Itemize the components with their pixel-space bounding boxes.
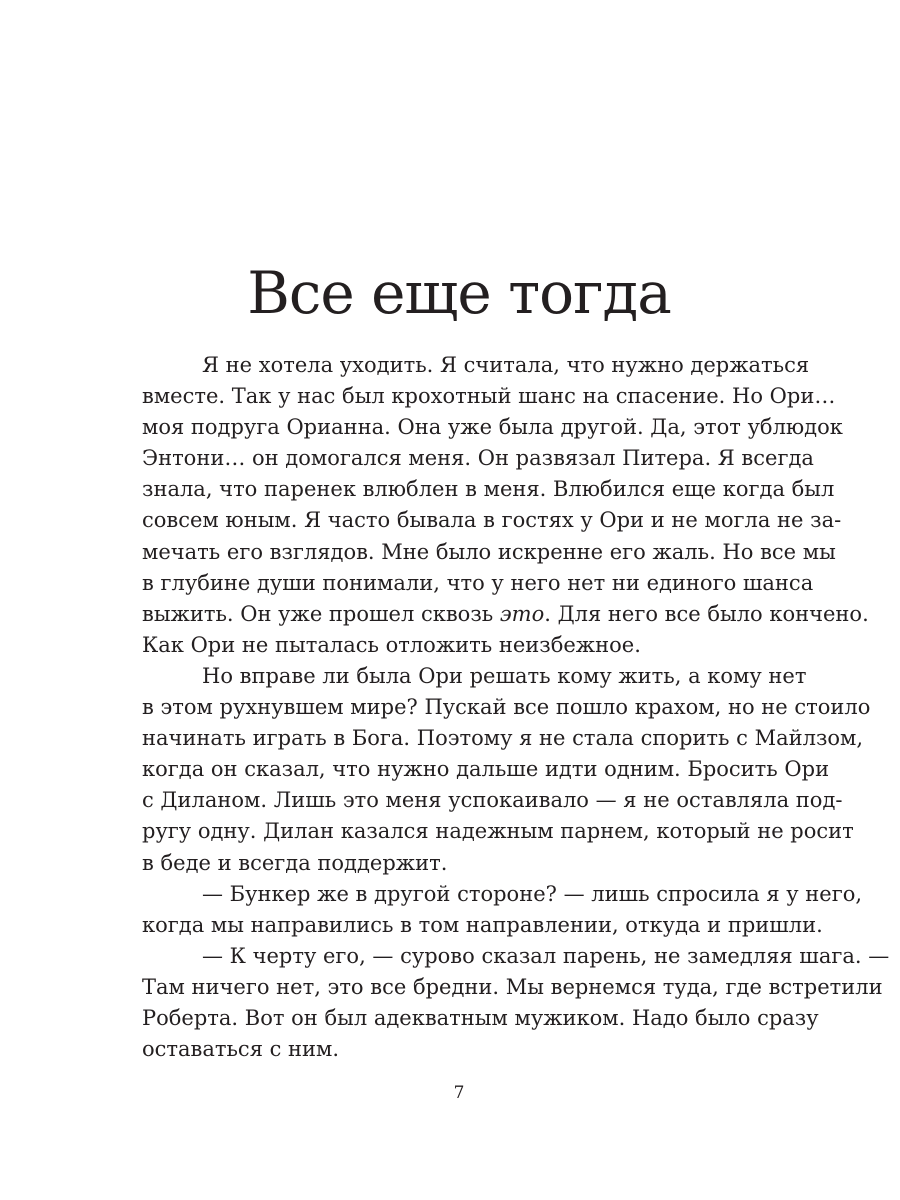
text-line: когда мы направились в том направлении, откуда и пришли. (142, 912, 823, 937)
text-line: с Диланом. Лишь это меня успокаивало — я не оставляла под- (142, 788, 843, 813)
text-line: Но вправе ли была Ори решать кому жить, а кому нет (202, 663, 807, 688)
page-number: 7 (453, 1083, 465, 1103)
text-line: моя подруга Орианна. Она уже была другой. Да, этот ублюдок (142, 415, 843, 440)
text-segment: выжить. Он уже прошел сквозь (142, 601, 500, 626)
chapter-body (142, 350, 890, 1065)
text-line-with-emphasis (142, 599, 869, 630)
text-line: Я не хотела уходить. Я считала, что нужно держаться (202, 353, 810, 377)
chapter-title: Все еще тогда (247, 259, 671, 327)
text-line: в этом рухнувшем мире? Пускай все пошло крахом, но не стоило (142, 695, 871, 720)
dialogue-line: — К черту его, — сурово сказал парень, не замедляя шага. — (202, 943, 890, 968)
text-line: Энтони… он домогался меня. Он развязал Питера. Я всегда (142, 446, 814, 471)
text-line: Там ничего нет, это все бредни. Мы вернемся туда, где встретили (142, 974, 883, 999)
emphasized-word: это (499, 601, 545, 626)
text-line: в беде и всегда поддержит. (142, 850, 448, 875)
text-line: знала, что паренек влюблен в меня. Влюбился еще когда был (142, 477, 835, 502)
text-line: когда он сказал, что нужно дальше идти одним. Бросить Ори (142, 757, 830, 782)
text-line: ругу одну. Дилан казался надежным парнем, который не росит (142, 819, 854, 844)
text-line: Как Ори не пыталась отложить неизбежное. (142, 632, 641, 657)
text-line: Роберта. Вот он был адекватным мужиком. Надо было сразу (142, 1005, 819, 1030)
text-line: оставаться с ним. (142, 1037, 340, 1062)
text-line: совсем юным. Я часто бывала в гостях у Ори и не могла не за- (142, 508, 842, 533)
dialogue-line: — Бункер же в другой стороне? — лишь спросила я у него, (202, 881, 863, 906)
text-line: мечать его взглядов. Мне было искренне его жаль. Но все мы (142, 539, 836, 564)
text-line: начинать играть в Бога. Поэтому я не стала спорить с Майлзом, (142, 726, 864, 751)
text-line: в глубине души понимали, что у него нет ни единого шанса (142, 570, 814, 595)
text-segment: . Для него все было кончено. (544, 601, 869, 626)
text-line: вместе. Так у нас был крохотный шанс на спасение. Но Ори… (142, 384, 836, 409)
